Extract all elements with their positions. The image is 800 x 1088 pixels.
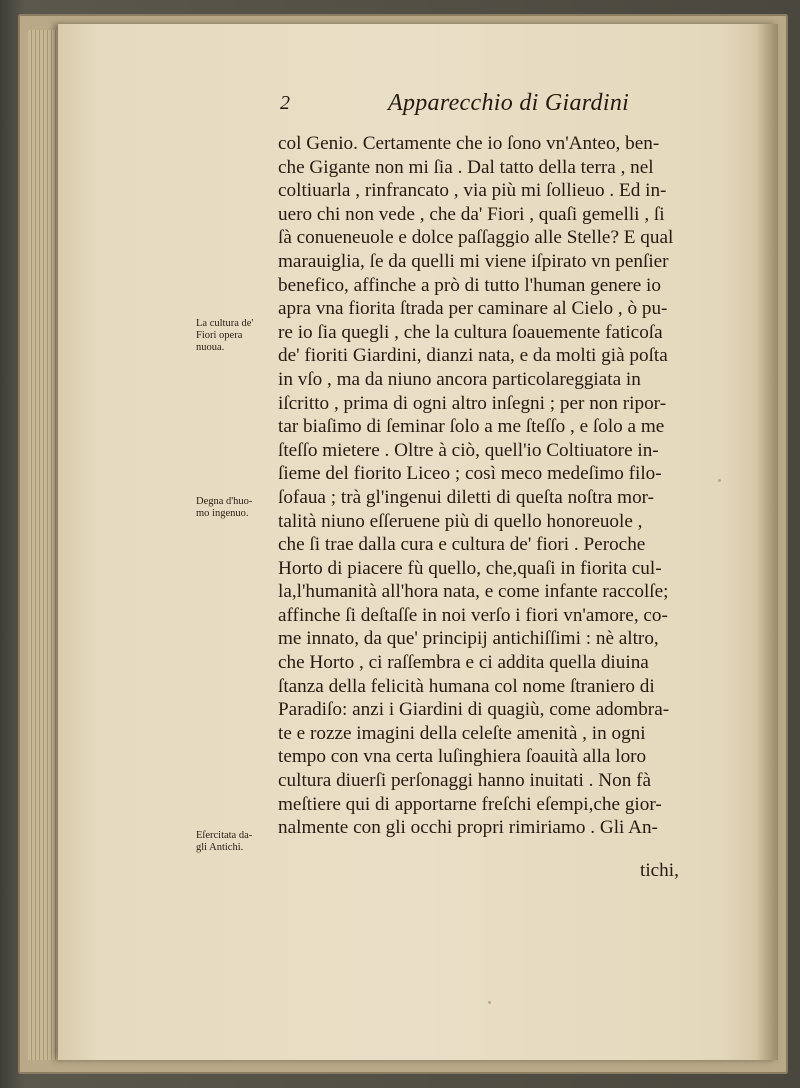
catchword: tichi, (640, 860, 679, 881)
text-line: tempo con vna certa luſinghiera ſoauità alla loro (278, 746, 647, 768)
stacked-leaf-edges (28, 30, 58, 1060)
text-line: che Gigante non mi ſia . Dal tatto della terra , nel (278, 156, 654, 178)
text-line: talità niuno eſſeruene più di quello honoreuole , (278, 510, 643, 532)
text-line: re io ſia quegli , che la cultura ſoauemente faticoſa (278, 321, 663, 343)
marginal-note-line: gli Antichi. (196, 842, 244, 853)
text-line: nalmente con gli occhi propri rimiriamo . Gli An- (278, 817, 658, 839)
marginal-note-line: mo ingenuo. (196, 508, 249, 519)
marginal-note (196, 496, 274, 520)
text-line: che Horto , ci raſſembra e ci addita quella diuina (278, 652, 649, 674)
text-line: ſtanza della felicità humana col nome ſtraniero di (278, 675, 655, 697)
running-title: Apparecchio di Giardini (388, 90, 630, 116)
marginal-note-line: Degna d'huo- (196, 496, 253, 507)
text-line: che ſi trae dalla cura e cultura de' fiori . Peroche (278, 534, 646, 556)
text-line: ſofaua ; trà gl'ingenui diletti di queſta noſtra mor- (278, 486, 655, 508)
text-line: apra vna fiorita ſtrada per caminare al Cielo , ò pu- (278, 298, 668, 320)
text-line: ſà conueneuole e dolce paſſaggio alle Stelle? E qual (278, 227, 674, 249)
text-line: benefico, affinche a prò di tutto l'human genere io (278, 274, 661, 296)
page-number: 2 (280, 92, 290, 114)
marginal-note-line: nuoua. (196, 342, 225, 353)
marginal-note (196, 830, 274, 854)
text-line: coltiuarla , rinfrancato , via più mi ſollieuo . Ed in- (278, 180, 667, 202)
text-line: col Genio. Certamente che io ſono vn'Anteo, ben- (278, 133, 660, 154)
main-text-block (278, 132, 738, 840)
text-line: cultura diuerſi perſonaggi hanno inuitati . Non fà (278, 770, 651, 792)
text-line: ſteſſo mietere . Oltre à ciò, quell'io Coltiuatore in- (278, 439, 659, 461)
text-line: tar biaſimo di ſeminar ſolo a me ſteſſo , e ſolo a me (278, 416, 665, 438)
text-line: uero chi non vede , che da' Fiori , quaſi gemelli , ſi (278, 203, 665, 225)
text-line: la,l'humanità all'hora nata, e come infante raccolſe; (278, 581, 669, 603)
marginal-note-line: Eſercitata da- (196, 830, 253, 841)
text-line: me innato, da que' principij antichiſſimi : nè altro, (278, 628, 659, 650)
paper-speck (488, 1001, 491, 1004)
text-line: Horto di piacere fù quello, che,quaſi in fiorita cul- (278, 557, 662, 579)
text-line: meſtiere qui di apportarne freſchi eſempi,che gior- (278, 793, 662, 815)
marginal-note-line: Fiori opera (196, 330, 243, 341)
page-header (278, 92, 738, 122)
text-line: in vſo , ma da niuno ancora particolareggiata in (278, 368, 641, 390)
text-line: te e rozze imagini della celeſte amenità , in ogni (278, 722, 646, 744)
text-line: ſieme del fiorito Liceo ; così meco medeſimo filo- (278, 463, 662, 485)
text-line: marauiglia, ſe da quelli mi viene iſpirato vn penſier (278, 250, 669, 272)
page-gutter-shadow (756, 24, 778, 1060)
text-line: Paradiſo: anzi i Giardini di quagiù, come adombra- (278, 699, 670, 721)
text-line: iſcritto , prima di ogni altro inſegni ; per non ripor- (278, 392, 667, 414)
marginal-note (196, 318, 274, 354)
text-line: de' fioriti Giardini, dianzi nata, e da molti già poſta (278, 345, 668, 367)
text-line: affinche ſi deſtaſſe in noi verſo i fiori vn'amore, co- (278, 604, 668, 626)
marginal-note-line: La cultura de' (196, 318, 254, 329)
